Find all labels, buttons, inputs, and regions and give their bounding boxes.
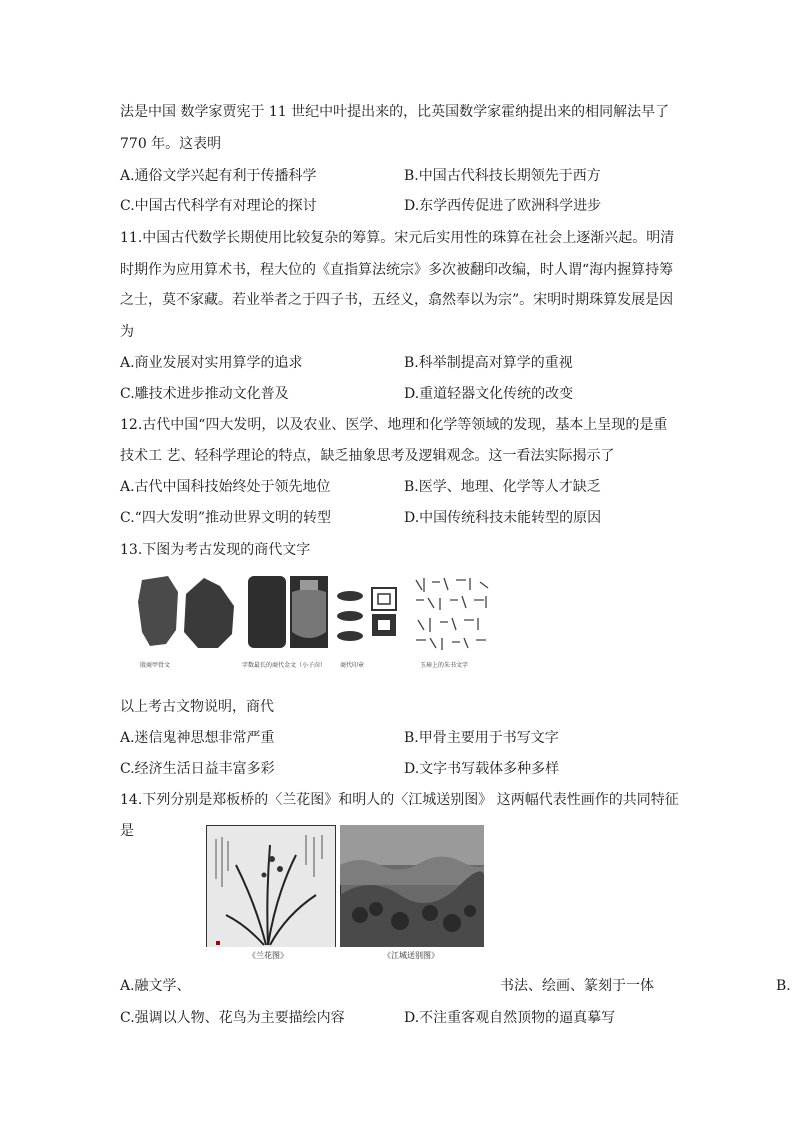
q13-option-a: A.迷信鬼神思想非常严重 (120, 730, 275, 746)
q13-stem-line2: 以上考古文物说明，商代 (120, 699, 274, 715)
q14-orchid-painting (206, 825, 336, 965)
shang-seal-2-image (337, 611, 363, 621)
q14-caption-orchid: 《兰花图》 (248, 951, 288, 960)
q14-option-a-part1: A.融文学、 (120, 978, 191, 994)
q14-option-d: D.不注重客观自然顶物的逼真摹写 (404, 1010, 616, 1026)
q11-option-b: B.科举制提高对算学的重视 (404, 355, 573, 371)
q13-caption-jade-tablet: 玉璋上的朱书文字 (420, 662, 469, 669)
q10-option-b: B.中国古代科技长期领先于西方 (404, 168, 601, 184)
q14-caption-river-farewell: 《江城送别图》 (383, 951, 439, 960)
q14-stem-line1: 14.下列分别是郑板桥的〈兰花图》和明人的〈江城送别图》 这两幅代表性画作的共同特征 (120, 792, 679, 808)
q12-option-b: B.医学、地理、化学等人才缺乏 (404, 479, 601, 495)
shang-seal-3-image (337, 631, 363, 641)
q10-option-a: A.通俗文学兴起有利于传播科学 (120, 168, 317, 184)
oracle-bone-left-image (138, 576, 178, 646)
q13-caption-seal: 商代印章 (340, 662, 365, 669)
q11-option-d: D.重道轻器文化传统的改变 (404, 386, 574, 402)
q13-option-b: B.甲骨主要用于书写文字 (404, 730, 559, 746)
q12-option-c: C.“四大发明”推动世界文明的转型 (120, 510, 331, 526)
bronze-inscription-image (248, 576, 286, 648)
q14-river-farewell-painting (340, 825, 484, 965)
q11-option-c: C.雕技术进步推动文化普及 (120, 386, 289, 402)
bronze-vessel-image (292, 589, 326, 638)
q12-stem-line2: 技术工 艺、轻科学理论的特点，缺乏抽象思考及逻辑观念。这一看法实际揭示了 (120, 448, 615, 464)
q13-caption-bronze-inscription: 字数最长的商代金文（小子卣） (242, 662, 327, 669)
q10-option-d: D.东学西传促进了欧洲科学进步 (404, 198, 602, 214)
q14-option-b: B. (776, 978, 791, 994)
q10-stem-line1: 法是中国 数学家贾宪于 11 世纪中叶提出来的，比英国数学家霍纳提出来的相同解法早了 (120, 104, 670, 120)
q11-stem-line2: 时期作为应用算术书，程大位的《直指算法统宗》多次被翻印改编，时人谓“海内握算持筹 (120, 262, 674, 278)
q14-option-a-part2: 书法、绘画、篆刻于一体 (500, 978, 654, 994)
q11-stem-line1: 11.中国古代数学长期使用比较复杂的筹算。宋元后实用性的珠算在社会上逐渐兴起。明清 (120, 230, 675, 246)
q13-option-d: D.文字书写载体多种多样 (404, 761, 560, 777)
q13-caption-oracle-bone: 殷商甲骨文 (140, 662, 171, 669)
q11-stem-line4: 为 (120, 324, 134, 340)
shang-seal-1-image (337, 591, 363, 601)
q12-option-a: A.古代中国科技始终处于领先地位 (120, 479, 331, 495)
q10-option-c: C.中国古代科学有对理论的探讨 (120, 198, 317, 214)
q14-stem-line2: 是 (120, 823, 134, 839)
q12-option-d: D.中国传统科技未能转型的原因 (404, 510, 602, 526)
q13-archaeology-figure (128, 572, 498, 662)
q14-option-c: C.强调以人物、花鸟为主要描绘内容 (120, 1010, 345, 1026)
q11-option-a: A.商业发展对实用算学的追求 (120, 355, 303, 371)
q13-stem-line1: 13.下图为考古发现的商代文字 (120, 542, 311, 558)
q12-stem-line1: 12.古代中国“四大发明，以及农业、医学、地理和化学等领域的发现，基本上呈现的是重 (120, 417, 668, 433)
q10-stem-line2: 770 年。这表明 (120, 136, 222, 152)
q13-option-c: C.经济生活日益丰富多彩 (120, 761, 275, 777)
q11-stem-line3: 之士，莫不家藏。若业举者之于四子书，五经义，翕然奉以为宗”。宋明时期珠算发展是因 (120, 292, 674, 308)
